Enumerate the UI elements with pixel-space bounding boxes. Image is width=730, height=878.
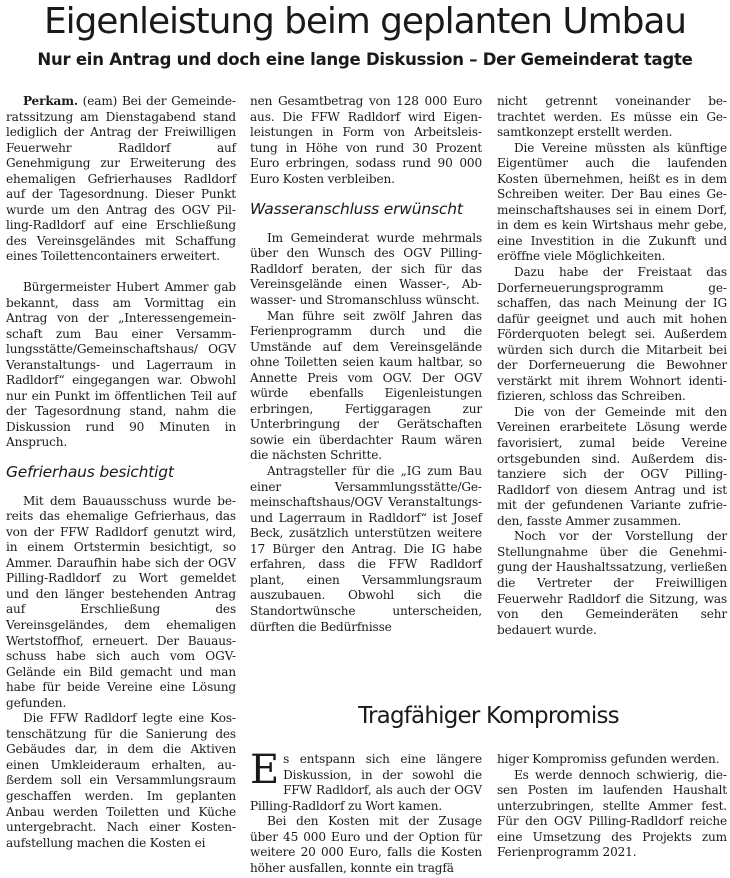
paragraph: Die von der Gemeinde mit den Vereinen erarbeitete Lösung werde favorisiert, zumal beide Vereine ortsgebunden sind. Außerdem distanziere sich der OGV Pilling-Radldorf von diesem Antrag und ist mit der gefundenen Variante zufrieden, fasste Ammer zusammen.	[497, 404, 727, 528]
box-lead-text: s entspann sich eine längere Diskussion, in der sowohl die FFW Radldorf, als auch der OGV Pilling-Radldorf zu Wort kamen.	[250, 752, 482, 813]
paragraph: Bei den Kosten mit der Zusage über 45 000 Euro und der Option für weitere 20 000 Euro, falls die Kosten höher ausfallen, konnte ein tragfä	[250, 814, 482, 875]
paragraph: Noch vor der Vorstellung der Stellungnahme über die Genehmigung der Haushaltssatzung, verließen die Vertreter der Freiwilligen Feuerwehr Radldorf die Sitzung, was von den Gemeinderäten sehr bedauert wurde.	[497, 529, 727, 637]
section-heading-wasseranschluss: Wasseranschluss erwünscht	[250, 200, 463, 219]
paragraph: higer Kompromiss gefunden werden.	[497, 752, 720, 766]
paragraph: Bürgermeister Hubert Ammer gab bekannt, dass am Vormittag ein Antrag von der „Interessengemeinschaft zum Bau einer Versammlungsstätte/Gemeinschaftshaus/ OGV Veranstaltungs- und Lagerraum in Radldorf“ eingegangen war. Obwohl nur ein Punkt im öffentlichen Teil auf der Tagesordnung stand, nahm die Diskussion rund 90 Minuten in Anspruch.	[6, 280, 236, 450]
headline: Eigenleistung beim geplanten Umbau	[43, 1, 687, 42]
paragraph: Mit dem Bauausschuss wurde bereits das ehemalige Gefrierhaus, das von der FFW Radldorf genutzt wird, in einem Ortstermin besichtigt, so Ammer. Daraufhin habe sich der OGV Pilling-Radldorf zu Wort gemeldet und den länger bestehenden Antrag auf Erschließung des Vereinsgeländes, dem ehemaligen Wertstoffhof, erneuert. Der Bauausschuss habe sich auch vom OGV-Gelände ein Bild gemacht und man habe für beide Vereine eine Lösung gefunden.	[6, 493, 236, 710]
paragraph: Die FFW Radldorf legte eine Kostenschätzung für die Sanierung des Gebäudes dar, in dem die Aktiven einen Umkleideraum erhalten, außerdem soll ein Versammlungsraum geschaffen werden. Im geplanten Anbau werden Toiletten und Küche untergebracht. Nach einer Kostenaufstellung machen die Kosten ei	[6, 711, 236, 850]
dateline-location: Perkam.	[22, 94, 78, 108]
section-heading-gefrierhaus: Gefrierhaus besichtigt	[6, 463, 174, 482]
paragraph: nen Gesamtbetrag von 128 000 Euro aus. Die FFW Radldorf wird Eigenleistungen in Form von Arbeitsleistung in Höhe von rund 30 Prozent Euro erbringen, sodass rund 90 000 Euro Kosten verbleiben.	[250, 94, 482, 186]
box-lead-paragraph	[250, 747, 482, 814]
box-column-1	[250, 747, 482, 876]
lead-text: (eam) Bei der Gemeinderatssitzung am Dienstagabend stand lediglich der Antrag der Freiwilligen Feuerwehr Radldorf auf Genehmigung zur Erweiterung des ehemaligen Gefrierhauses Radldorf auf der Tagesordnung. Dieser Punkt wurde um den Antrag des OGV Pilling-Radldorf auf eine Erschließung des Vereinsgeländes mit Schaffung eines Toilettencontainers erweitert.	[6, 94, 236, 264]
paragraph: Es werde dennoch schwierig, diesen Posten im laufenden Haushalt unterzubringen, stellte Ammer fest. Für den OGV Pilling-Radldorf reiche eine Umsetzung des Projekts zum Ferienprogramm 2021.	[497, 767, 727, 860]
article-column-1	[6, 94, 236, 851]
box-column-2	[497, 752, 727, 861]
paragraph: Antragsteller für die „IG zum Bau einer Versammlungsstätte/Gemeinschaftshaus/OGV Veranstaltungs- und Lagerraum in Radldorf“ ist Josef Beck, zusätzlich unterstützen weitere 17 Bürger den Antrag. Die IG habe erfahren, dass die FFW Radldorf plant, einen Versammlungsraum auszubauen. Obwohl sich die Standortwünsche unterscheiden, dürften die Bedürfnisse	[250, 464, 482, 634]
paragraph: Im Gemeinderat wurde mehrmals über den Wunsch des OGV Pilling-Radldorf beraten, der sich für das Vereinsgelände einen Wasser-, Abwasser- und Stromanschluss wünscht.	[250, 230, 482, 308]
box-title: Tragfähiger Kompromiss	[358, 703, 619, 729]
dropcap-letter: E	[250, 747, 280, 793]
paragraph: nicht getrennt voneinander betrachtet werden. Es müsse ein Gesamtkonzept erstellt werden.	[497, 94, 727, 140]
paragraph: Man führe seit zwölf Jahren das Ferienprogramm durch und die Umstände auf dem Vereinsgelände ohne Toiletten seien kaum haltbar, so Annette Preis vom OGV. Der OGV würde ebenfalls Eigenleistungen erbringen, Fertiggaragen zur Unterbringung der Gerätschaften sowie ein überdachter Raum wären die nächsten Schritte.	[250, 308, 482, 463]
paragraph: Dazu habe der Freistaat das Dorferneuerungsprogramm geschaffen, das nach Meinung der IG dafür geeignet und auch mit hohen Förderquoten belegt sei. Außerdem würden sich durch die Mitarbeit bei der Dorferneuerung die Bewohner verstärkt mit ihrem Wohnort identifizieren, schloss das Schreiben.	[497, 265, 727, 404]
paragraph: Die Vereine müssten als künftige Eigentümer auch die laufenden Kosten übernehmen, heißt es in dem Schreiben weiter. Der Bau eines Gemeinschaftshauses sei in einem Dorf, in dem es kein Wirtshaus mehr gebe, eine Investition in die Zukunft und eröffne viele Möglichkeiten.	[497, 140, 727, 264]
article-column-3	[497, 94, 727, 638]
lead-paragraph	[6, 94, 236, 265]
article-column-2	[250, 94, 482, 635]
subheadline: Nur ein Antrag und doch eine lange Diskussion – Der Gemeinderat tagte	[37, 50, 693, 69]
